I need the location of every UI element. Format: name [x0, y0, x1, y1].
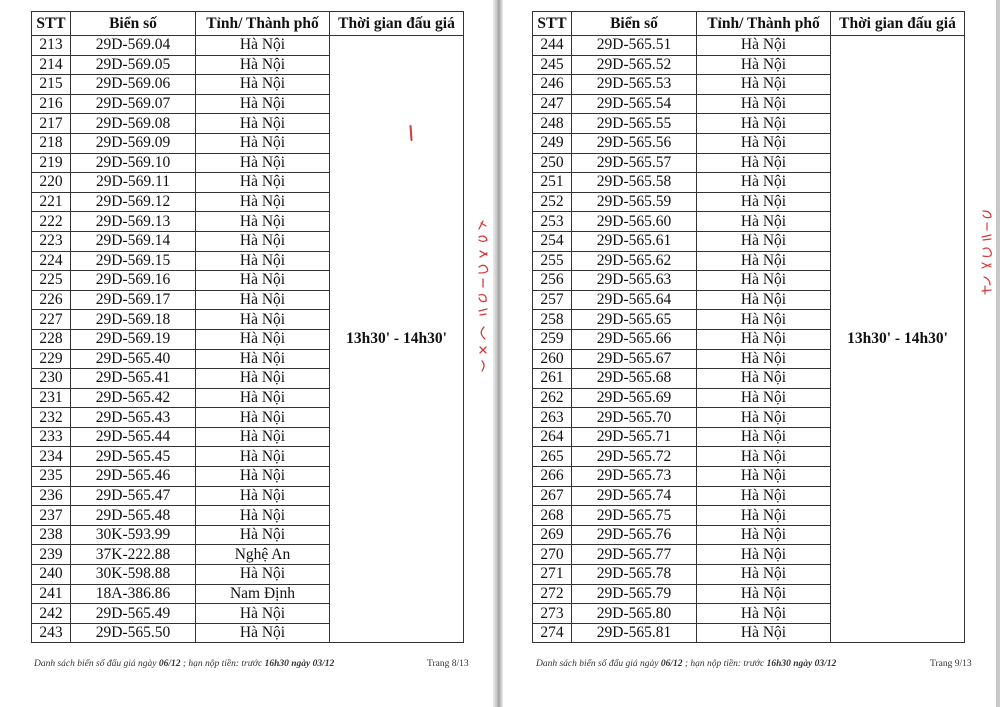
column-header-stt: STT [533, 12, 572, 36]
row-plate-number: 29D-565.47 [71, 486, 196, 506]
row-stt: 218 [32, 133, 71, 153]
row-province: Hà Nội [196, 114, 330, 134]
row-stt: 236 [32, 486, 71, 506]
row-stt: 274 [533, 623, 572, 643]
row-stt: 222 [32, 212, 71, 232]
handwritten-signature-mark [977, 205, 997, 305]
row-province: Hà Nội [697, 388, 831, 408]
row-stt: 251 [533, 173, 572, 193]
row-plate-number: 37K-222.88 [71, 545, 196, 565]
row-province: Hà Nội [697, 114, 831, 134]
row-province: Hà Nội [697, 192, 831, 212]
row-stt: 254 [533, 231, 572, 251]
row-province: Hà Nội [697, 290, 831, 310]
row-plate-number: 29D-565.41 [71, 369, 196, 389]
row-stt: 216 [32, 94, 71, 114]
row-plate-number: 29D-565.73 [572, 467, 697, 487]
row-plate-number: 29D-565.58 [572, 173, 697, 193]
plate-table [532, 11, 965, 643]
row-plate-number: 29D-565.50 [71, 623, 196, 643]
footer-text-prefix: Danh sách biển số đấu giá ngày [536, 659, 661, 669]
row-province: Hà Nội [196, 173, 330, 193]
row-plate-number: 29D-565.77 [572, 545, 697, 565]
row-province: Hà Nội [697, 408, 831, 428]
row-plate-number: 29D-569.11 [71, 173, 196, 193]
row-plate-number: 29D-565.53 [572, 75, 697, 95]
row-stt: 252 [533, 192, 572, 212]
row-province: Hà Nội [196, 251, 330, 271]
footer-auction-date: 06/12 [660, 659, 683, 669]
column-header-plate: Biển số [71, 12, 196, 36]
row-province: Hà Nội [697, 231, 831, 251]
handwritten-signature-mark [474, 215, 492, 375]
row-stt: 266 [533, 467, 572, 487]
auction-time-slot: 13h30' - 14h30' [831, 36, 965, 643]
row-province: Hà Nội [697, 565, 831, 585]
row-plate-number: 29D-565.56 [572, 133, 697, 153]
row-stt: 224 [32, 251, 71, 271]
row-stt: 270 [533, 545, 572, 565]
row-plate-number: 29D-569.10 [71, 153, 196, 173]
row-stt: 239 [32, 545, 71, 565]
table-header-row [32, 12, 464, 36]
row-province: Hà Nội [196, 565, 330, 585]
row-stt: 227 [32, 310, 71, 330]
row-stt: 259 [533, 329, 572, 349]
row-province: Hà Nội [697, 251, 831, 271]
row-stt: 226 [32, 290, 71, 310]
row-province: Hà Nội [697, 94, 831, 114]
row-plate-number: 29D-569.06 [71, 75, 196, 95]
footer-payment-deadline: 16h30 ngày 03/12 [766, 659, 837, 669]
row-stt: 220 [32, 173, 71, 193]
footer-text-prefix: Danh sách biển số đấu giá ngày [34, 659, 159, 669]
column-header-auction-time: Thời gian đấu giá [831, 12, 965, 36]
plate-table-body [32, 36, 464, 643]
column-header-province: Tỉnh/ Thành phố [697, 12, 831, 36]
row-province: Hà Nội [196, 153, 330, 173]
row-stt: 228 [32, 329, 71, 349]
column-header-auction-time: Thời gian đấu giá [330, 12, 464, 36]
row-plate-number: 29D-565.57 [572, 153, 697, 173]
row-plate-number: 29D-569.16 [71, 271, 196, 291]
row-province: Hà Nội [697, 506, 831, 526]
row-stt: 238 [32, 525, 71, 545]
page-gutter [493, 0, 503, 707]
row-province: Hà Nội [196, 369, 330, 389]
row-province: Hà Nội [196, 486, 330, 506]
row-plate-number: 29D-565.79 [572, 584, 697, 604]
table-row [533, 36, 965, 56]
row-province: Hà Nội [697, 545, 831, 565]
footer-text-middle: ; hạn nộp tiền: trước [180, 659, 265, 669]
row-plate-number: 29D-569.18 [71, 310, 196, 330]
row-province: Hà Nội [697, 153, 831, 173]
row-stt: 268 [533, 506, 572, 526]
row-plate-number: 18A-386.86 [71, 584, 196, 604]
row-province: Hà Nội [697, 133, 831, 153]
row-stt: 265 [533, 447, 572, 467]
row-plate-number: 29D-565.78 [572, 565, 697, 585]
row-stt: 249 [533, 133, 572, 153]
footer-auction-date: 06/12 [158, 659, 181, 669]
row-plate-number: 29D-565.52 [572, 55, 697, 75]
row-province: Hà Nội [196, 192, 330, 212]
row-province: Hà Nội [196, 408, 330, 428]
row-stt: 246 [533, 75, 572, 95]
row-plate-number: 29D-565.69 [572, 388, 697, 408]
row-province: Hà Nội [697, 486, 831, 506]
row-plate-number: 29D-569.08 [71, 114, 196, 134]
row-plate-number: 29D-565.66 [572, 329, 697, 349]
row-plate-number: 29D-569.13 [71, 212, 196, 232]
row-stt: 255 [533, 251, 572, 271]
plate-table-body [533, 36, 965, 643]
row-stt: 223 [32, 231, 71, 251]
row-province: Hà Nội [697, 525, 831, 545]
row-province: Hà Nội [196, 467, 330, 487]
auction-time-slot: 13h30' - 14h30' [330, 36, 464, 643]
row-province: Hà Nội [196, 212, 330, 232]
page-footer-note [34, 659, 334, 669]
row-plate-number: 29D-565.44 [71, 427, 196, 447]
row-stt: 230 [32, 369, 71, 389]
row-province: Hà Nội [196, 310, 330, 330]
row-province: Hà Nội [196, 447, 330, 467]
row-plate-number: 29D-569.19 [71, 329, 196, 349]
row-stt: 219 [32, 153, 71, 173]
row-province: Hà Nội [697, 584, 831, 604]
row-province: Nam Định [196, 584, 330, 604]
row-province: Hà Nội [196, 525, 330, 545]
row-plate-number: 29D-565.74 [572, 486, 697, 506]
row-stt: 245 [533, 55, 572, 75]
page-number: Trang 8/13 [427, 659, 469, 669]
table-row [32, 36, 464, 56]
row-plate-number: 29D-565.81 [572, 623, 697, 643]
row-plate-number: 29D-565.60 [572, 212, 697, 232]
row-plate-number: 29D-565.54 [572, 94, 697, 114]
row-plate-number: 29D-565.64 [572, 290, 697, 310]
row-province: Hà Nội [697, 467, 831, 487]
row-plate-number: 29D-565.71 [572, 427, 697, 447]
row-plate-number: 29D-565.45 [71, 447, 196, 467]
row-plate-number: 29D-565.68 [572, 369, 697, 389]
row-plate-number: 29D-565.40 [71, 349, 196, 369]
row-stt: 271 [533, 565, 572, 585]
row-province: Hà Nội [697, 75, 831, 95]
row-stt: 229 [32, 349, 71, 369]
row-province: Hà Nội [697, 447, 831, 467]
row-plate-number: 29D-569.12 [71, 192, 196, 212]
row-plate-number: 29D-565.80 [572, 604, 697, 624]
row-plate-number: 29D-569.09 [71, 133, 196, 153]
row-stt: 267 [533, 486, 572, 506]
row-province: Hà Nội [697, 427, 831, 447]
row-stt: 232 [32, 408, 71, 428]
row-stt: 258 [533, 310, 572, 330]
row-province: Hà Nội [697, 173, 831, 193]
row-province: Hà Nội [697, 212, 831, 232]
row-province: Hà Nội [196, 133, 330, 153]
row-stt: 240 [32, 565, 71, 585]
row-plate-number: 30K-598.88 [71, 565, 196, 585]
row-stt: 262 [533, 388, 572, 408]
row-plate-number: 29D-565.76 [572, 525, 697, 545]
row-stt: 217 [32, 114, 71, 134]
document-page-right [503, 0, 996, 707]
row-plate-number: 29D-565.63 [572, 271, 697, 291]
row-plate-number: 29D-569.17 [71, 290, 196, 310]
row-stt: 250 [533, 153, 572, 173]
row-plate-number: 29D-565.51 [572, 36, 697, 56]
plate-table [31, 11, 464, 643]
document-page-left [0, 0, 493, 707]
row-plate-number: 29D-569.05 [71, 55, 196, 75]
row-province: Hà Nội [196, 36, 330, 56]
row-province: Hà Nội [196, 75, 330, 95]
row-plate-number: 29D-565.61 [572, 231, 697, 251]
row-province: Hà Nội [697, 271, 831, 291]
row-stt: 231 [32, 388, 71, 408]
row-province: Hà Nội [196, 349, 330, 369]
row-plate-number: 29D-565.65 [572, 310, 697, 330]
row-plate-number: 29D-565.70 [572, 408, 697, 428]
row-stt: 261 [533, 369, 572, 389]
footer-text-middle: ; hạn nộp tiền: trước [682, 659, 767, 669]
row-plate-number: 29D-565.49 [71, 604, 196, 624]
row-stt: 221 [32, 192, 71, 212]
row-province: Hà Nội [697, 329, 831, 349]
row-stt: 234 [32, 447, 71, 467]
row-stt: 253 [533, 212, 572, 232]
row-stt: 273 [533, 604, 572, 624]
row-stt: 225 [32, 271, 71, 291]
row-plate-number: 29D-565.46 [71, 467, 196, 487]
row-stt: 264 [533, 427, 572, 447]
row-plate-number: 29D-565.67 [572, 349, 697, 369]
row-plate-number: 29D-565.59 [572, 192, 697, 212]
row-stt: 242 [32, 604, 71, 624]
footer-payment-deadline: 16h30 ngày 03/12 [264, 659, 335, 669]
row-plate-number: 29D-569.15 [71, 251, 196, 271]
page-number: Trang 9/13 [930, 659, 972, 669]
row-province: Hà Nội [697, 369, 831, 389]
row-plate-number: 29D-565.55 [572, 114, 697, 134]
row-province: Hà Nội [196, 290, 330, 310]
row-stt: 256 [533, 271, 572, 291]
row-province: Hà Nội [196, 623, 330, 643]
row-province: Hà Nội [196, 506, 330, 526]
row-plate-number: 29D-565.43 [71, 408, 196, 428]
column-header-stt: STT [32, 12, 71, 36]
row-plate-number: 29D-565.72 [572, 447, 697, 467]
row-stt: 269 [533, 525, 572, 545]
row-province: Hà Nội [196, 231, 330, 251]
row-stt: 213 [32, 36, 71, 56]
row-stt: 244 [533, 36, 572, 56]
row-stt: 257 [533, 290, 572, 310]
row-province: Hà Nội [196, 55, 330, 75]
row-province: Hà Nội [697, 55, 831, 75]
row-stt: 260 [533, 349, 572, 369]
row-stt: 233 [32, 427, 71, 447]
row-plate-number: 29D-569.07 [71, 94, 196, 114]
row-stt: 241 [32, 584, 71, 604]
row-plate-number: 29D-569.14 [71, 231, 196, 251]
column-header-province: Tỉnh/ Thành phố [196, 12, 330, 36]
row-plate-number: 30K-593.99 [71, 525, 196, 545]
row-stt: 263 [533, 408, 572, 428]
row-province: Hà Nội [196, 427, 330, 447]
row-stt: 243 [32, 623, 71, 643]
row-stt: 237 [32, 506, 71, 526]
row-plate-number: 29D-565.42 [71, 388, 196, 408]
row-province: Hà Nội [697, 604, 831, 624]
row-province: Hà Nội [196, 388, 330, 408]
table-header-row [533, 12, 965, 36]
row-stt: 214 [32, 55, 71, 75]
row-province: Hà Nội [196, 94, 330, 114]
row-stt: 247 [533, 94, 572, 114]
row-stt: 215 [32, 75, 71, 95]
row-province: Hà Nội [697, 623, 831, 643]
row-plate-number: 29D-565.62 [572, 251, 697, 271]
row-stt: 235 [32, 467, 71, 487]
page-footer-note [536, 659, 836, 669]
column-header-plate: Biển số [572, 12, 697, 36]
row-province: Hà Nội [196, 329, 330, 349]
row-plate-number: 29D-569.04 [71, 36, 196, 56]
row-stt: 272 [533, 584, 572, 604]
row-plate-number: 29D-565.48 [71, 506, 196, 526]
row-province: Hà Nội [697, 310, 831, 330]
row-province: Hà Nội [196, 271, 330, 291]
row-province: Nghệ An [196, 545, 330, 565]
row-province: Hà Nội [697, 349, 831, 369]
row-province: Hà Nội [196, 604, 330, 624]
row-province: Hà Nội [697, 36, 831, 56]
row-stt: 248 [533, 114, 572, 134]
row-plate-number: 29D-565.75 [572, 506, 697, 526]
